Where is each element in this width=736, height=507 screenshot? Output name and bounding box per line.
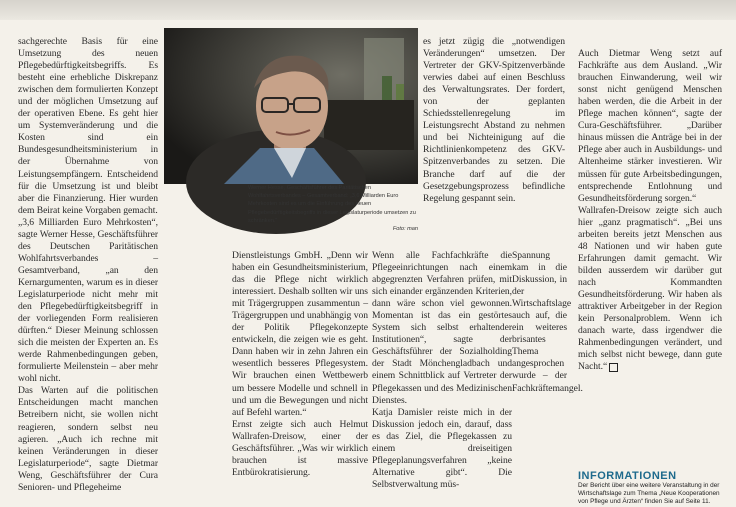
article-column-2: Dienstleistungs GmbH. „Denn wir haben ein Gesundheitsministerium, das die Pflege nicht wirklich interessiert. Deshalb sollten wir uns mit Trägergruppen zusammentun – Trägergruppen und unabhängig von der Politik Pflegekonzepte entwickeln, die zeigen wie es geht. Dann haben wir in zehn Jahren ein wesentlich besseres Pflegesystem. Wir brauchen einen Wettbewerb um bessere Modelle und schnell in und um die Bewegungen und nicht auf Befehl warten.“ Ernst zeigte sich auch Helmut Wallrafen-Dreisow, einer der Geschäftsführer. „Was wir wirklich brauchen ist massive Entbürokratisierung. <box>232 250 368 478</box>
photo-credit: Foto: man <box>392 226 418 233</box>
portrait-photo <box>164 28 418 184</box>
article-column-3b: Spannung kam in die Diskussion, in der Wirtschaftslage auch auf, die ein weiteres brisantes Thema angesprochen wurde – der Fachkräftemangel. <box>512 250 583 394</box>
article-end-mark <box>609 363 618 372</box>
info-title: INFORMATIONEN <box>578 470 677 482</box>
portrait-illustration <box>164 28 418 184</box>
info-box <box>578 470 728 506</box>
article-column-1: sachgerechte Basis für eine Umsetzung des neuen Pflegebedürftigkeitsbegriffs. Es besteht eine erhebliche Diskrepanz zwischen dem formulierten Konzept und der möglichen Umsetzung auf der operativen Ebene. Es geht hier um Systemveränderung und die Kosten sind ein Bundesgesundheitsministerium in der Übernahme von Leistungsempfängern. Entscheidend für die Umsetzung ist und bleibt aber die Finanzierung. Hier wurden dem Beirat keine Vorgaben gemacht. „3,6 Milliarden Euro Mehrkosten“, sagte Werner Hesse, Geschäftsführer des Deutschen Paritätischen Wohlfahrtsverbandes – Gesamtverband, „an den Kernargumenten, warum es in dieser Legislaturperiode nicht mehr mit den Pflegebedürftigkeitsbegriff in der vorliegenden Form realisieren dürften.“ Dieser Meinung schlossen sich die meisten der Experten an. Es werde Rahmenbedingungen geben, formulierte Meilenstein – aber mehr wohl nicht. Das Warten auf die politischen Entscheidungen macht manchen Betreibern nicht, sie wollen nicht reagieren, sondern selbst neu agieren. „Auch ich rechne mit keinen Veränderungen in dieser Legislaturperiode“, sagte Dietmar Weng, Geschäftsführer der Cura Senioren- und Pflegeheime <box>18 36 158 493</box>
page-header-strip <box>0 0 736 20</box>
article-column-4-text: Auch Dietmar Weng setzt auf Fachkräfte aus dem Ausland. „Wir brauchen Einwanderung, weil wir sonst nicht genügend Menschen haben werden, die die Arbeit in der Pflege machen können“, sagte der Cura-Geschäftsführer. „Darüber hinaus müssen die Anträge bei in der Pflege aber auch in Ausbildungs- und Altenheime stärker investieren. Wir müssen für gute Arbeitsbedingungen, entsprechende Entlohnung und Gesundheitsförderung sorgen.“ Wallrafen-Dreisow zeigte sich auch hier „ganz pragmatisch“. „Bei uns arbeiten bereits jetzt Menschen aus 48 Nationen und wir haben gute Erfahrungen damit gemacht. Wir bilden ausserdem wir darüber gut nach Kommandten Gesundheitsförderung. Wir haben als attraktiver Arbeitgeber in der Region kein Personalproblem. Wenn ich danach warte, dass irgendwer die Rahmenbedingungen verändert, und mich selbst nicht bewege, dann gute Nacht.“ <box>578 48 722 373</box>
article-column-4 <box>578 36 722 472</box>
article-column-3-top: es jetzt zügig die „notwendigen Veränderungen“ umsetzen. Der Vertreter der GKV-Spitzenverbände verwies dabei auf einen Beschluss des Verwaltungsrates. Der fordert, von der geplanten Schiedsstellenregelung im Leistungsrecht Abstand zu nehmen und bei Nichteinigung auf die Richtlinienkompetenz des GKV-Spitzenverbandes zu setzen. Die Branche darf auf die der Gesetzgebungsprozess befindliche Regelung gespannt sein. <box>423 36 565 204</box>
article-column-3: Wenn alle Fachfachkräfte die Pflegeeinrichtungen nach einem abgegrenzten Verfahren prüfen, mit sich einander ergänzenden Kriterien, dann wäre schon viel gewonnen. Momentan ist das ein gestörtes System sich selbst erhaltender Institutionen“, sagte der Geschäftsführer der Sozialholding der Stadt Mönchengladbach und einem Schnittblick auf Vertreter der Pflegekassen und des Medizinischen Dienstes. Katja Damisler reiste mich in der Diskussion jedoch ein, darauf, dass es das Ziel, die Pflegekassen zu einem dreiseitigen Pflegeplanungsverfahren „keine Alternative gibt“. Die Selbstverwaltung müs- <box>372 250 512 490</box>
info-text: Der Bericht über eine weitere Veranstaltung in der Wirtschaftslage zum Thema „Neue Kooperationen von Pflege und Ärzten“ finden Sie auf Seite 11. <box>578 482 720 506</box>
photo-caption <box>248 184 418 244</box>
caption-text: Werner Hesse, Geschäftsführer des Paritätischen Wohlfahrtsverbandes – Gesamtverband: „3,6 Milliarden Euro Mehrkosten sind es um die Einführung des neuen Pflegebedürftigkeitsbegriffs in dieser Legislaturperiode umsetzen zu schränken.“ <box>248 185 416 224</box>
